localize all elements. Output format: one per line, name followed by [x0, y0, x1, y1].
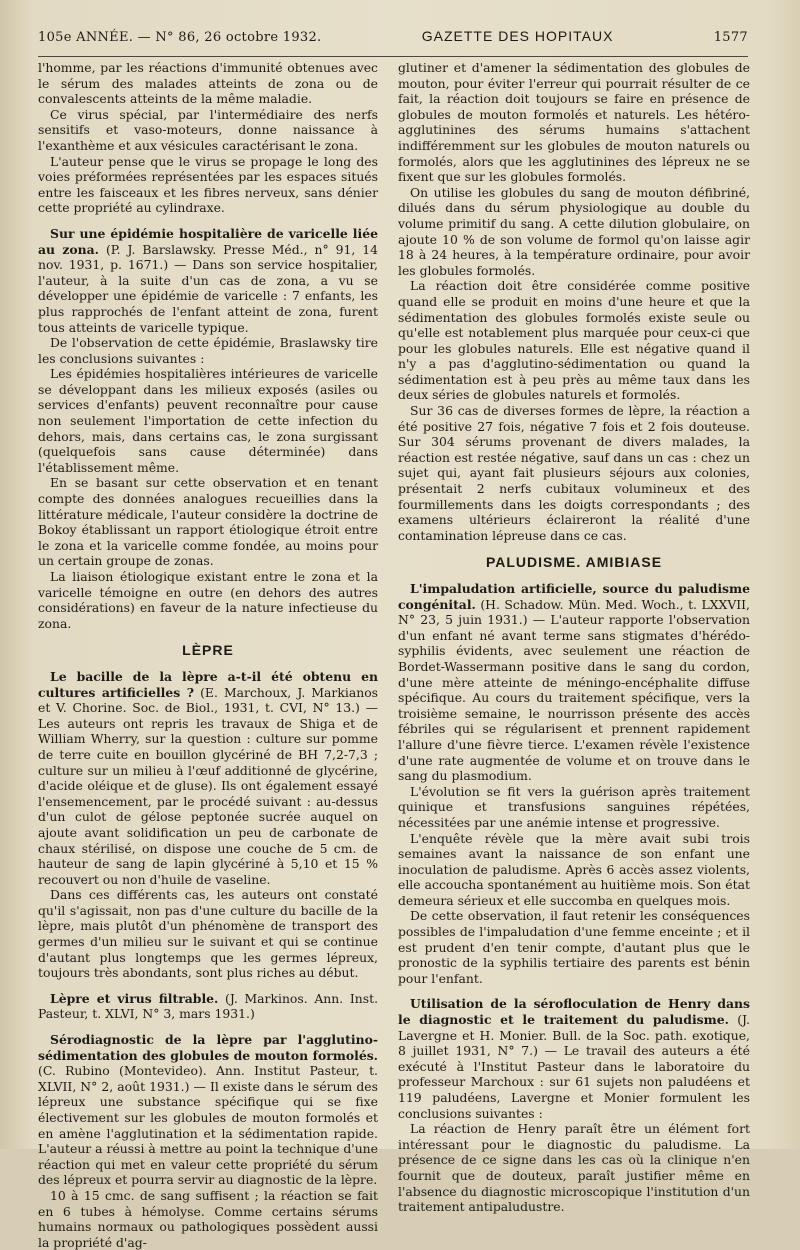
article-title: Sérodiagnostic de la lèpre par l'agglutino-sédimentation des globules de mouton formolés. [38, 1032, 378, 1063]
paragraph: Dans ces différents cas, les auteurs ont constaté qu'il s'agissait, non pas d'une culture du bacille de la lèpre, mais plutôt d'un phénomène de transport des germes d'un milieu sur le suivant et qui se continue d'autant plus longtemps que les germes lépreux, toujours très abondants, sont plus riches au début. [38, 887, 378, 981]
paragraph: On utilise les globules du sang de mouton défibriné, dilués dans du sérum physiologique au double du volume primitif du sang. A cette dilution globulaire, on ajoute 10 % de son volume de formol qu'on laisse agir 18 à 24 heures, à la température ordinaire, pour avoir les globules formolés. [398, 184, 750, 278]
article-title: Le bacille de la lèpre a-t-il été obtenu en cultures artificielles ? [38, 668, 378, 700]
paragraph: Les épidémies hospitalières intérieures de varicelle se développant dans les milieux exposés (asiles ou services d'enfants) peuvent reconnaître pour cause non seulement l'importation de cette infection du dehors, mais, dans certains cas, le zona surgissant (quelquefois sans cause déterminée) dans l'établissement même. [38, 366, 378, 475]
article-varicelle [38, 226, 378, 631]
paragraph: La réaction de Henry paraît être un élément fort intéressant pour le diagnostic du paludisme. La présence de ce signe dans les cas où la clinique n'en fournit que de douteux, paraît justifier même en l'absence du diagnostic microscopique l'institution d'un traitement antipaludustre. [398, 1121, 750, 1215]
paragraph: Sur 36 cas de diverses formes de lèpre, la réaction a été positive 27 fois, négative 7 fois et 2 fois douteuse. Sur 304 sérums provenant de divers malades, la réaction est restée négative, sauf dans un cas : chez un sujet qui, ayant fait plusieurs séjours aux colonies, présentait 2 nerfs cubitaux volumineux et des fourmillements dans les doigts correspondants ; des examens ultérieurs éclaireront la réalité d'une contamination lépreuse dans ce cas. [398, 403, 750, 543]
section-heading-paludisme: PALUDISME. AMIBIASE [485, 554, 663, 571]
issue-line: 105e ANNÉE. — N° 86, 26 octobre 1932. [38, 30, 322, 45]
article-reference: (J. Markinos. Ann. Inst. Pasteur, t. XLVI, N° 3, mars 1931.) [38, 990, 379, 1022]
paragraph: La liaison étiologique existant entre le zona et la varicelle témoigne en outre (en dehors des autres considérations) en faveur de la nature infectieuse du zona. [38, 569, 378, 631]
paragraph: glutiner et d'amener la sédimentation des globules de mouton, pour éviter l'erreur qui pourrait résulter de ce fait, la réaction doit toujours se faire en présence de globules de mouton formolés et naturels. Les hétéro-agglutinines des sérums humains s'attachent indifféremment sur les globules de mouton naturels ou formolés, alors que les agglutinines des lépreux ne se fixent que sur les globules formolés. [398, 60, 750, 185]
article-title: Lèpre et virus filtrable. [50, 990, 219, 1006]
page-number: 1577 [713, 30, 748, 45]
article-reference: (J. Lavergne et H. Monier. Bull. de la Soc. path. exotique, 8 juillet 1931, N° 7.) — Le travail des auteurs a été exécuté à l'Institut Pasteur dans le laboratoire du professeur Marchoux : sur 61 sujets non paludéens et 119 paludéens, Lavergne et Monier formulent les conclusions suivantes : [398, 1012, 750, 1121]
article-bacille [38, 669, 378, 981]
article-reference: (H. Schadow. Mün. Med. Woch., t. LXXVII, N° 23, 5 juin 1931.) — L'auteur rapporte l'observation d'un enfant né avant terme sans stigmates d'hérédo-syphilis évidents, avec seulement une réaction de Bordet-Wassermann positive dans le sang du cordon, d'une mère atteinte de méningo-encéphalite diffuse spécifique. Au cours du traitement spécifique, vers la troisième semaine, le nourrisson présente des accès fébriles qui se régularisent et prennent rapidement l'allure d'une fièvre tierce. L'examen révèle l'existence d'une rate augmentée de volume et on trouve dans le sang du plasmodium. [398, 596, 750, 784]
paragraph: L'auteur pense que le virus se propage le long des voies préformées représentées par les espaces situés entre les faisceaux et les fibres nerveux, sans dénier cette propriété au cylindraxe. [38, 153, 378, 216]
left-column [38, 60, 378, 1250]
paragraph: De l'observation de cette épidémie, Braslawsky tire les conclusions suivantes : [38, 335, 378, 366]
paragraph: 10 à 15 cmc. de sang suffisent ; la réaction se fait en 6 tubes à hémolyse. Comme certains sérums humains normaux ou pathologiques possèdent aussi la propriété d'ag- [38, 1187, 378, 1250]
paragraph: L'enquête révèle que la mère avait subi trois semaines avant la naissance de son enfant une inoculation de paludisme. Après 6 accès assez violents, elle accoucha spontanément au huitième mois. Son état demeura sérieux et elle succomba en quelques mois. [398, 830, 750, 908]
article-title: Utilisation de la sérofloculation de Henry dans le diagnostic et le traitement du paludisme. [398, 996, 750, 1028]
article-reference: (C. Rubino (Montevideo). Ann. Institut Pasteur, t. XLVII, N° 2, août 1931.) — Il existe dans le sérum des lépreux une substance spécifique qui se fixe électivement sur les globules de mouton formolés et en amène l'agglutination et la sédimentation rapide. L'auteur a réussi à mettre au point la technique d'une réaction qui met en valeur cette propriété du sérum des lépreux et pourra servir au diagnostic de la lèpre. [38, 1063, 378, 1188]
paragraph: De cette observation, il faut retenir les conséquences possibles de l'impaludation d'une femme enceinte ; et il est prudent d'en tenir compte, d'autant plus que le pronostic de la syphilis tertiaire des parents est bénin pour l'enfant. [398, 908, 750, 986]
right-column [398, 60, 750, 1215]
section-heading-lepre: LÈPRE [182, 642, 234, 659]
paragraph: En se basant sur cette observation et en tenant compte des données analogues recueillies dans la littérature médicale, l'auteur considère la doctrine de Bokoy établissant un rapport étiologique étroit entre le zona et la varicelle comme fondée, au moins pour un certain groupe de zonas. [38, 475, 378, 569]
paragraph: L'évolution se fit vers la guérison après traitement quinique et transfusions sanguines répétées, nécessitées par une anémie intense et progressive. [398, 783, 750, 830]
article-impaludation [398, 581, 750, 986]
article-virus-filtrable [38, 991, 378, 1022]
paragraph: l'homme, par les réactions d'immunité obtenues avec le sérum des malades atteints de zona ou de convalescents atteints de la même maladie. [38, 60, 378, 107]
article-serodiagnostic [38, 1032, 378, 1250]
paragraph: La réaction doit être considérée comme positive quand elle se produit en moins d'une heure et que la sédimentation des globules formolés existe seule ou qu'elle est notablement plus marquée pour ceux-ci que pour les globules naturels. Elle est négative quand il n'y a pas d'agglutino-sédimentation ou quand la sédimentation est à peu près au même taux dans les deux séries de globules naturels et formolés. [398, 278, 750, 403]
page-header [38, 28, 748, 50]
article-reference: (E. Marchoux, J. Markianos et V. Chorine. Soc. de Biol., 1931, t. CVI, N° 13.) — Les auteurs ont repris les travaux de Shiga et de William Wherry, sur la question : culture sur pomme de terre cuite en bouillon glycériné de BH 7,2-7,3 ; culture sur un milieu à l'œuf additionné de glycérine, d'acide oléique et de gluse). Ils ont également essayé l'ensemencement, par le procédé suivant : au-dessus d'un culot de gélose peptonée sucrée auquel on ajoute avant solidification un peu de carbonate de chaux stérilisé, on dispose une couche de 5 cm. de hauteur de sang de lapin glycériné à 5,10 et 15 % recouvert ou non d'huile de vaseline. [38, 684, 379, 887]
journal-title: GAZETTE DES HOPITAUX [421, 28, 614, 44]
article-title: Sur une épidémie hospitalière de varicelle liée au zona. [38, 225, 378, 257]
article-henry [398, 996, 750, 1214]
article-title: L'impaludation artificielle, source du paludisme congénital. [398, 581, 750, 612]
paragraph: Ce virus spécial, par l'intermédiaire des nerfs sensitifs et vaso-moteurs, donne naissance à l'exanthème et aux vésicules caractérisant le zona. [38, 106, 378, 153]
article-reference: (P. J. Barslawsky. Presse Méd., n° 91, 14 nov. 1931, p. 1671.) — Dans son service hospitalier, l'auteur, à la suite d'un cas de zona, a vu se développer une épidémie de varicelle : 7 enfants, les plus rapprochés de l'enfant atteint de zona, furent tous atteints de varicelle typique. [38, 241, 378, 335]
header-rule [38, 56, 748, 57]
